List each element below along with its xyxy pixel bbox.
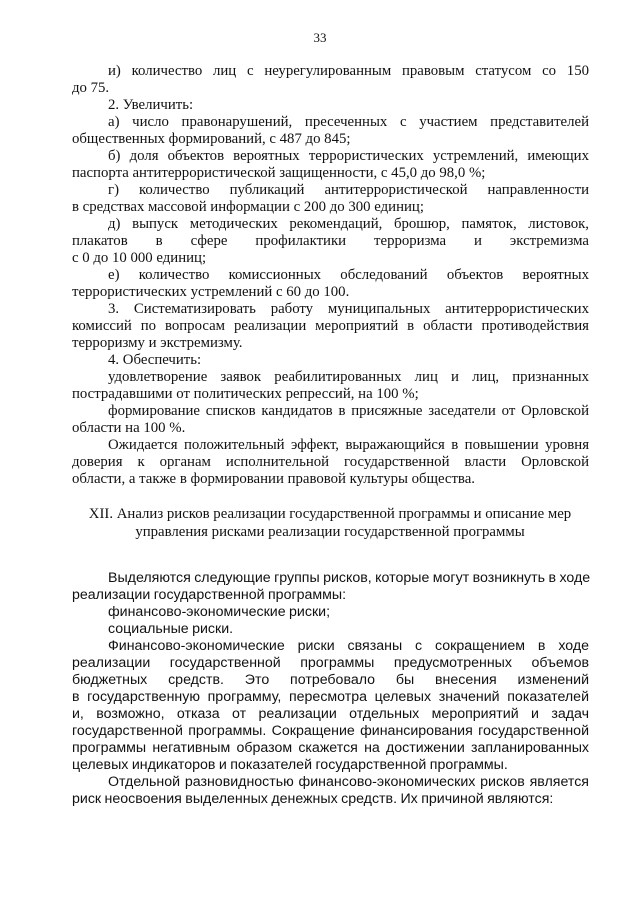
text-line: 2. Увеличить: — [108, 97, 194, 113]
text-line: Ожидается положительный эффект, выражающийся в повышении уровня — [108, 437, 589, 453]
text-line: программы негативным образом скажется на достижении запланированных — [72, 740, 589, 756]
text-line: Отдельной разновидностью финансово-экономических рисков является — [108, 774, 589, 790]
text-line: до 75. — [72, 80, 110, 96]
text-line: Выделяются следующие группы рисков, которые могут возникнуть в ходе — [108, 570, 591, 586]
heading-line: управления рисками реализации государственной программы — [135, 524, 525, 540]
text-line: паспорта антитеррористической защищенности, с 45,0 до 98,0 %; — [72, 165, 486, 181]
text-line: финансово-экономические риски; — [108, 604, 331, 620]
text-line: е) количество комиссионных обследований объектов вероятных — [108, 267, 589, 283]
text-line: области, а также в формировании правовой культуры общества. — [72, 471, 475, 487]
text-line: области на 100 %. — [72, 420, 186, 436]
text-line: пострадавшими от политических репрессий, на 100 %; — [72, 386, 419, 402]
text-line: г) количество публикаций антитеррористической направленности — [108, 182, 589, 198]
text-line: комиссий по вопросам реализации мероприятий в области противодействия — [72, 318, 589, 334]
page-number: 33 — [313, 30, 327, 45]
text-line: общественных формирований, с 487 до 845; — [72, 131, 351, 147]
text-line: формирование списков кандидатов в присяжные заседатели от Орловской — [108, 403, 589, 419]
text-line: удовлетворение заявок реабилитированных лиц и лиц, признанных — [108, 369, 589, 385]
text-line: с 0 до 10 000 единиц; — [72, 250, 207, 266]
heading-line: XII. Анализ рисков реализации государственной программы и описание мер — [88, 506, 572, 522]
text-line: плакатов в сфере профилактики терроризма и экстремизма — [72, 233, 589, 249]
text-line: социальные риски. — [108, 621, 234, 637]
text-line: в средствах массовой информации с 200 до 300 единиц; — [72, 199, 424, 215]
text-line: Финансово-экономические риски связаны с сокращением в ходе — [108, 638, 589, 654]
text-line: реализации государственной программы: — [72, 587, 347, 603]
text-line: и) количество лиц с неурегулированным правовым статусом со 150 — [108, 63, 589, 79]
text-line: 4. Обеспечить: — [108, 352, 202, 368]
text-line: д) выпуск методических рекомендаций, брошюр, памяток, листовок, — [108, 216, 589, 232]
text-line: бюджетных средств. Это потребовало бы внесения изменений — [72, 672, 589, 688]
text-line: б) доля объектов вероятных террористических устремлений, имеющих — [108, 148, 589, 164]
text-line: целевых индикаторов и показателей государственной программы. — [72, 757, 508, 773]
text-line: а) число правонарушений, пресеченных с участием представителей — [108, 114, 589, 130]
text-line: и, возможно, отказа от реализации отдельных мероприятий и задач — [72, 706, 589, 722]
text-line: 3. Систематизировать работу муниципальных антитеррористических — [108, 301, 589, 317]
text-line: террористических устремлений с 60 до 100. — [72, 284, 350, 300]
text-line: в государственную программу, пересмотра целевых значений показателей — [72, 689, 589, 705]
text-line: реализации государственной программы предусмотренных объемов — [72, 655, 589, 671]
text-line: доверия к органам исполнительной государственной власти Орловской — [72, 454, 589, 470]
text-line: государственной программы. Сокращение финансирования государственной — [72, 723, 589, 739]
text-line: терроризму и экстремизму. — [72, 335, 243, 351]
text-line: риск неосвоения выделенных денежных средств. Их причиной являются: — [72, 791, 554, 807]
